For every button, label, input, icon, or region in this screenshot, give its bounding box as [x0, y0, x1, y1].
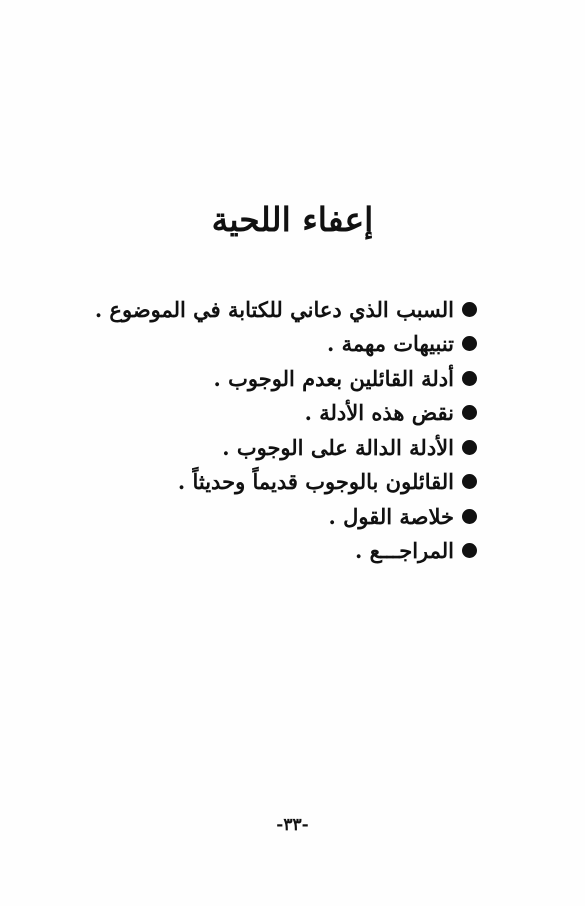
- list-item-text: الأدلة الدالة على الوجوب .: [222, 434, 454, 460]
- list-item: [37, 430, 477, 465]
- bullet-icon: [462, 440, 477, 455]
- list-item-text: أدلة القائلين بعدم الوجوب .: [213, 365, 454, 391]
- bullet-icon: [462, 509, 477, 524]
- list-item: [37, 465, 477, 500]
- page-title: إعفاء اللحية: [211, 200, 374, 239]
- bullet-icon: [462, 336, 477, 351]
- bullet-icon: [462, 371, 477, 386]
- list-item: [37, 361, 477, 396]
- list-item-text: خلاصة القول .: [328, 503, 454, 529]
- bullet-icon: [462, 302, 477, 317]
- list-item-text: تنبيهات مهمة .: [327, 331, 454, 357]
- bullet-icon: [462, 405, 477, 420]
- list-item: [37, 534, 477, 569]
- list-item: [37, 499, 477, 534]
- list-item-text: المراجـــع .: [354, 538, 454, 564]
- contents-list: [37, 292, 477, 568]
- list-item-text: نقض هذه الأدلة .: [304, 400, 454, 426]
- list-item: [37, 396, 477, 431]
- list-item-text: القائلون بالوجوب قديماً وحديثاً .: [177, 469, 454, 495]
- bullet-icon: [462, 474, 477, 489]
- page-number: -٣٣-: [276, 815, 309, 835]
- list-item-text: السبب الذي دعاني للكتابة في الموضوع .: [94, 296, 454, 322]
- bullet-icon: [462, 543, 477, 558]
- list-item: [37, 292, 477, 327]
- list-item: [37, 327, 477, 362]
